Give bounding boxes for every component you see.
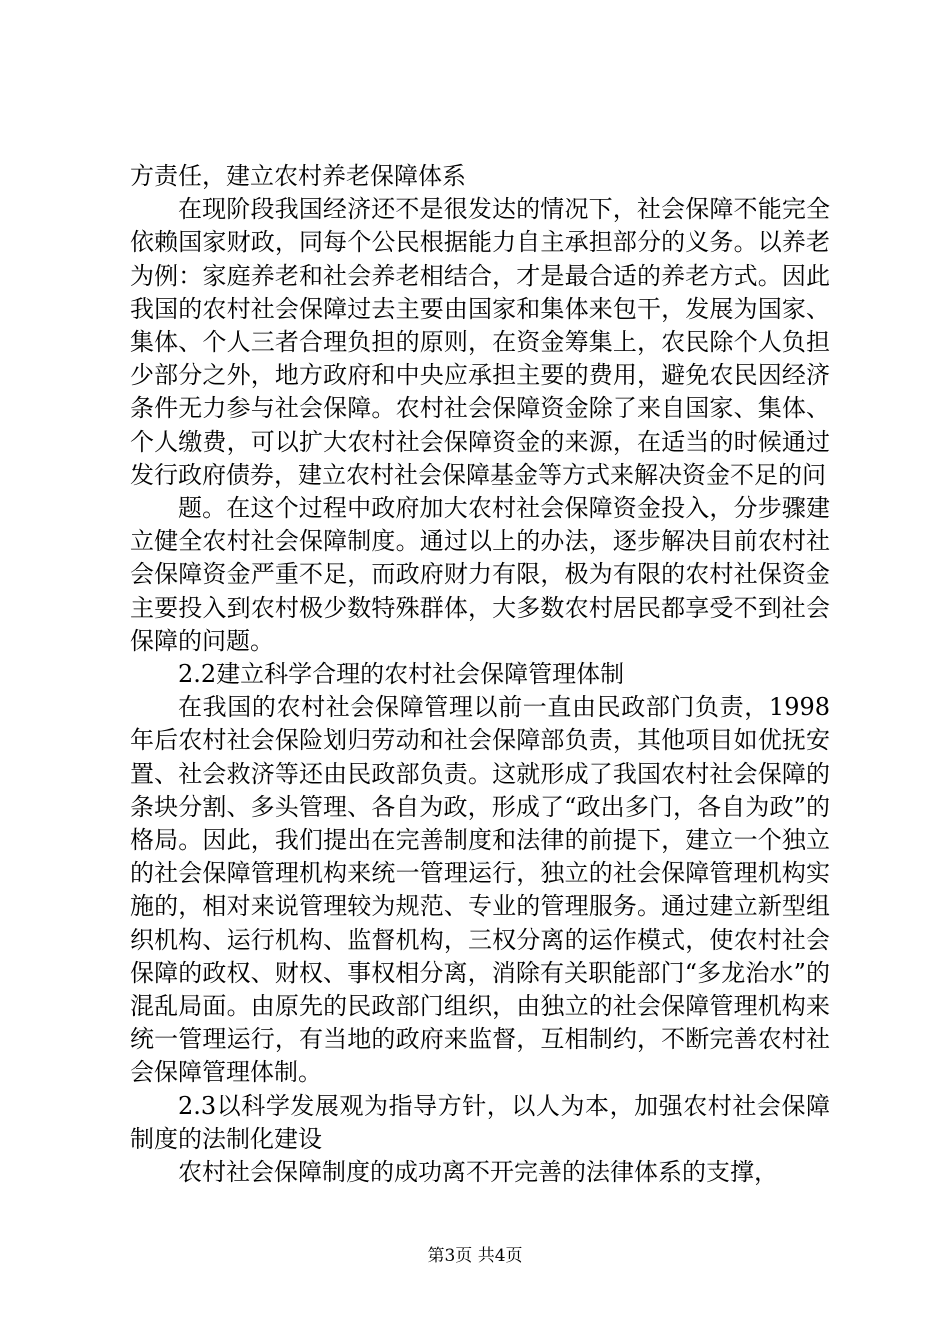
section-heading-2-3: 2.3以科学发展观为指导方针，以人为本，加强农村社会保障制度的法制化建设 bbox=[130, 1091, 830, 1153]
paragraph-4: 在我国的农村社会保障管理以前一直由民政部门负责，1998年后农村社会保险划归劳动和社会保障部负责，其他项目如优抚安置、社会救济等还由民政部负责。这就形成了我国农村社会保障的条块分割、多头管理、各自为政，形成了“政出多门，各自为政”的格局。因此，我们提出在完善制度和法律的前提下，建立一个独立的社会保障管理机构来统一管理运行，独立的社会保障管理机构实施的，相对来说管理较为规范、专业的管理服务。通过建立新型组织机构、运行机构、监督机构，三权分离的运作模式，使农村社会保障的政权、财权、事权相分离，消除有关职能部门“多龙治水”的混乱局面。由原先的民政部门组织，由独立的社会保障管理机构来统一管理运行，有当地的政府来监督，互相制约，不断完善农村社会保障管理体制。 bbox=[130, 693, 830, 1087]
section-heading-2-2: 2.2建立科学合理的农村社会保障管理体制 bbox=[178, 660, 625, 689]
paragraph-1: 方责任，建立农村养老保障体系 bbox=[130, 162, 466, 190]
paragraph-5: 农村社会保障制度的成功离不开完善的法律体系的支撑， bbox=[178, 1158, 778, 1187]
paragraph-2: 在现阶段我国经济还不是很发达的情况下，社会保障不能完全依赖国家财政，同每个公民根据能力自主承担部分的义务。以养老为例：家庭养老和社会养老相结合，才是最合适的养老方式。因此我国的农村社会保障过去主要由国家和集体来包干，发展为国家、集体、个人三者合理负担的原则，在资金筹集上，农民除个人负担少部分之外，地方政府和中央应承担主要的费用，避免农民因经济条件无力参与社会保障。农村社会保障资金除了来自国家、集体、个人缴费，可以扩大农村社会保障资金的来源，在适当的时候通过发行政府债券，建立农村社会保障基金等方式来解决资金不足的问 bbox=[130, 195, 830, 489]
page-footer: 第3页 共4页 bbox=[427, 1246, 523, 1266]
document-body bbox=[130, 160, 830, 1189]
paragraph-3: 题。在这个过程中政府加大农村社会保障资金投入，分步骤建立健全农村社会保障制度。通过以上的办法，逐步解决目前农村社会保障资金严重不足，而政府财力有限，极为有限的农村社保资金主要投入到农村极少数特殊群体，大多数农村居民都享受不到社会保障的问题。 bbox=[130, 494, 830, 655]
